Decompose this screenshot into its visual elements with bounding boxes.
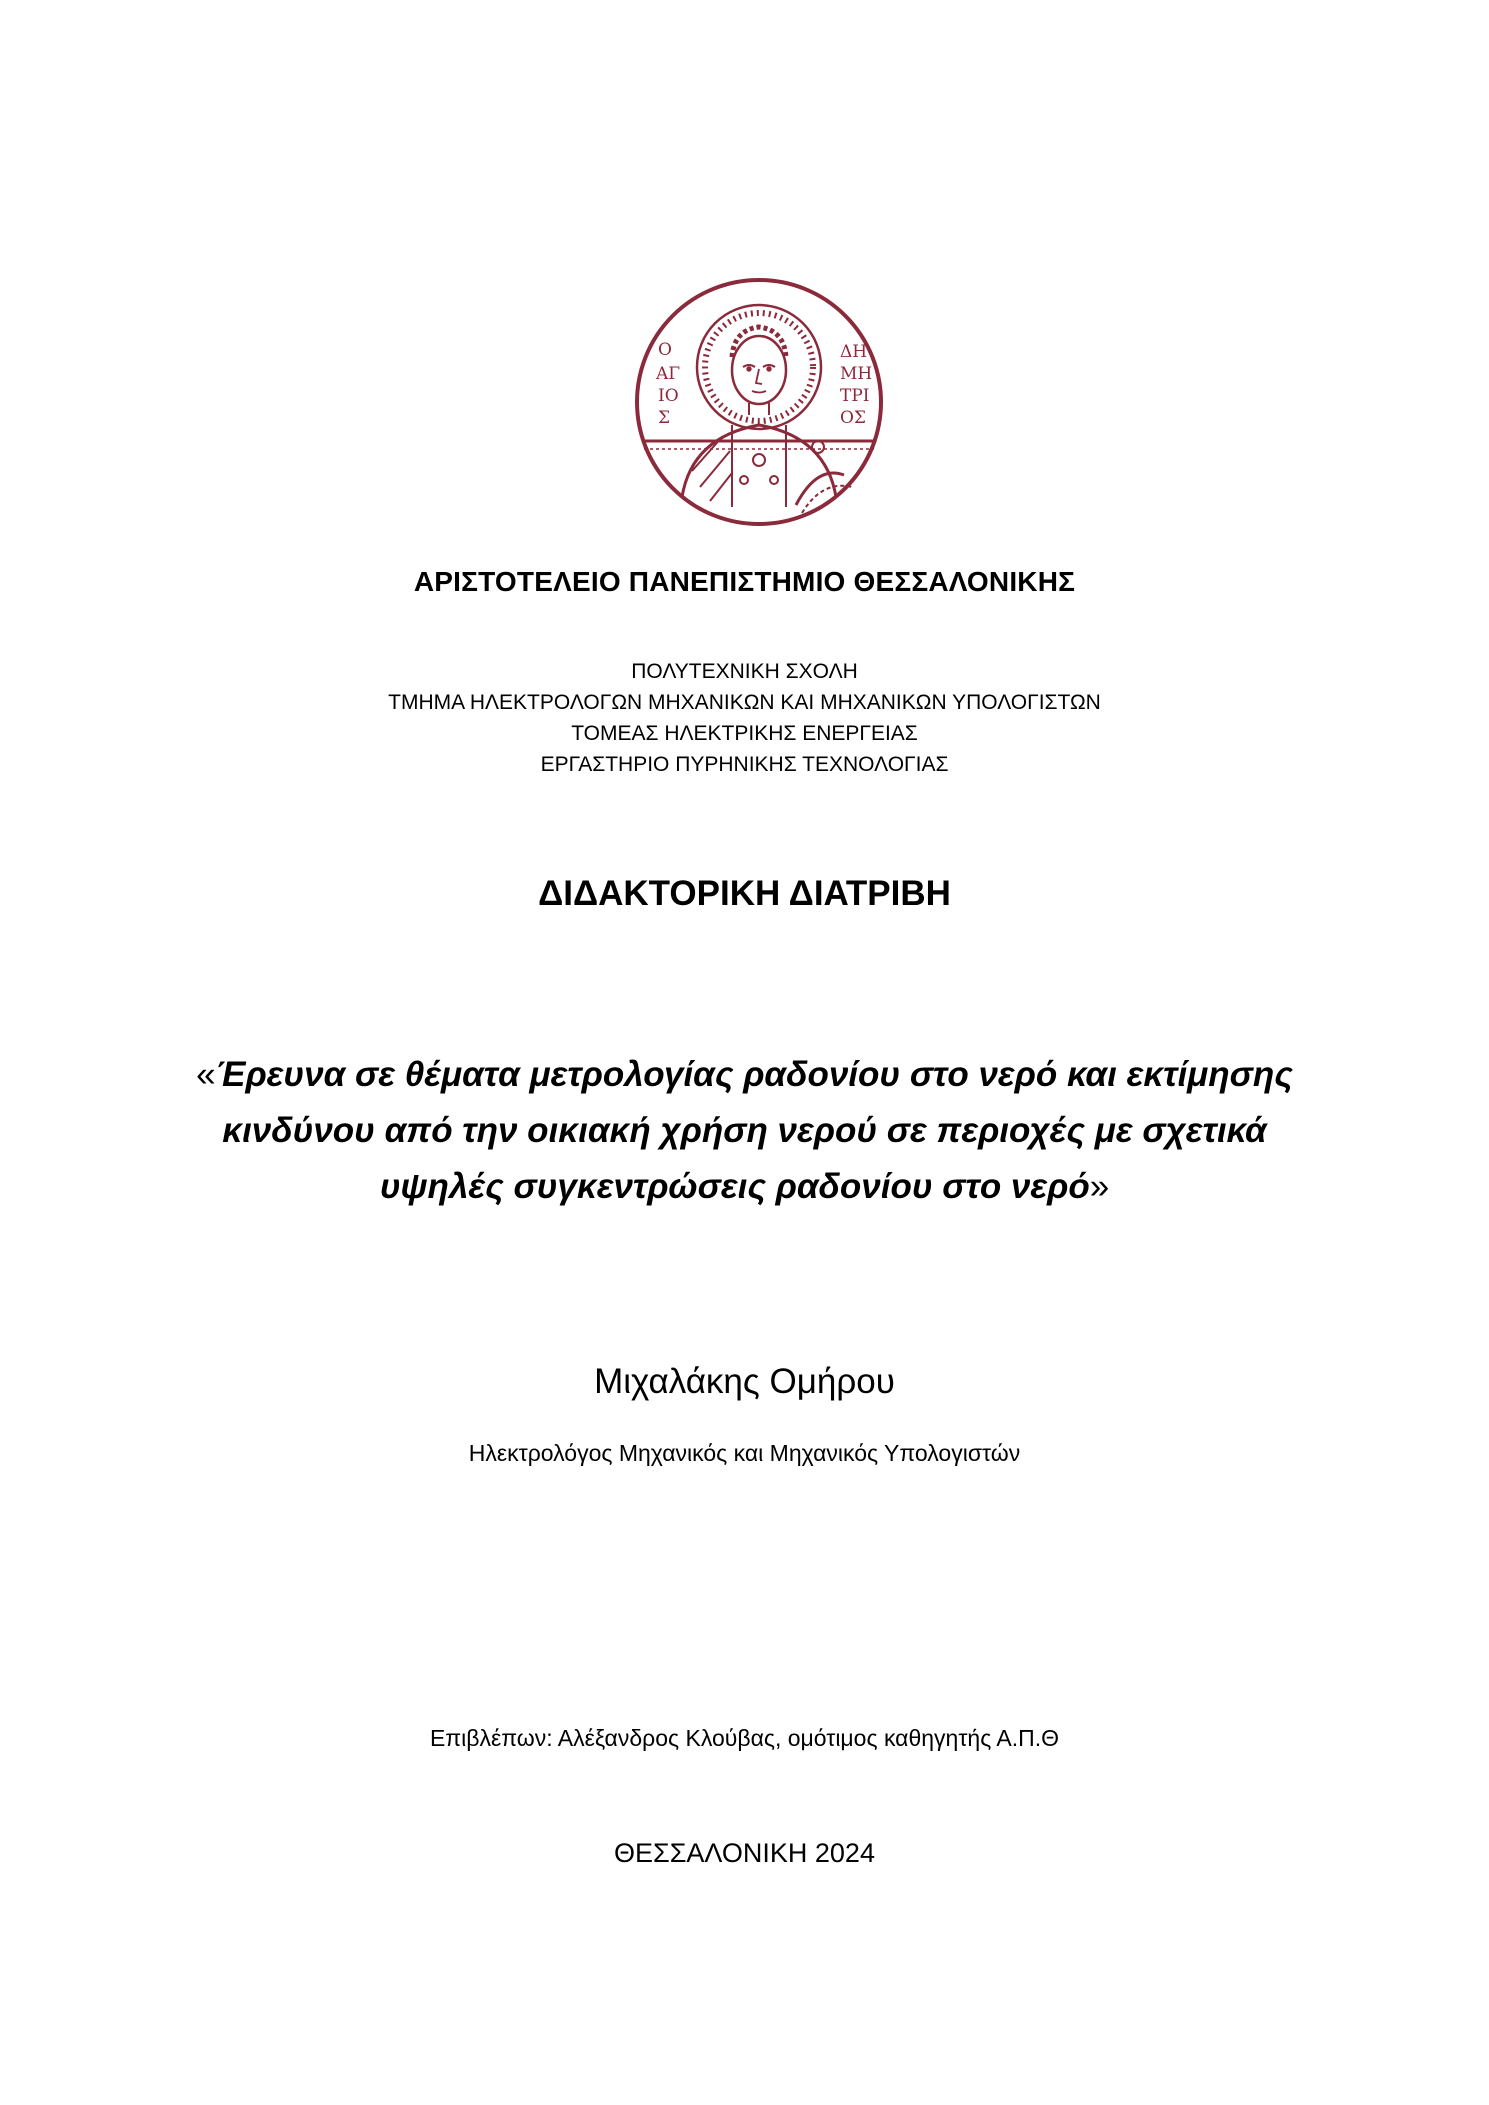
university-name: ΑΡΙΣΤΟΤΕΛΕΙΟ ΠΑΝΕΠΙΣΤΗΜΙΟ ΘΕΣΣΑΛΟΝΙΚΗΣ [413, 566, 1076, 597]
title-line-1: Έρευνα σε θέματα μετρολογίας ραδονίου στο νερό και εκτίμησης [215, 1055, 1293, 1094]
svg-text:ΟΣ: ΟΣ [840, 408, 866, 428]
sector-name: ΤΟΜΕΑΣ ΗΛΕΚΤΡΙΚΗΣ ΕΝΕΡΓΕΙΑΣ [571, 722, 918, 745]
department-block [0, 656, 1489, 780]
close-quote: » [1089, 1167, 1110, 1206]
school-name: ΠΟΛΥΤΕΧΝΙΚΗ ΣΧΟΛΗ [631, 660, 858, 683]
author-name: Μιχαλάκης Ομήρου [594, 1362, 895, 1401]
title-line-3: υψηλές συγκεντρώσεις ραδονίου στο νερό [379, 1167, 1090, 1206]
thesis-type: ΔΙΔΑΚΤΟΡΙΚΗ ΔΙΑΤΡΙΒΗ [538, 874, 951, 913]
open-quote: « [196, 1055, 216, 1094]
university-seal-logo [582, 275, 936, 529]
svg-text:ΤΡΙ: ΤΡΙ [840, 386, 870, 406]
laboratory-name: ΕΡΓΑΣΤΗΡΙΟ ΠΥΡΗΝΙΚΗΣ ΤΕΧΝΟΛΟΓΙΑΣ [540, 753, 949, 776]
svg-text:ΜΗ: ΜΗ [840, 364, 873, 384]
svg-text:ΔΗ: ΔΗ [840, 342, 868, 362]
place-and-year: ΘΕΣΣΑΛΟΝΙΚΗ 2024 [614, 1838, 875, 1868]
department-name: ΤΜΗΜΑ ΗΛΕΚΤΡΟΛΟΓΩΝ ΜΗΧΑΝΙΚΩΝ ΚΑΙ ΜΗΧΑΝΙΚΩΝ ΥΠΟΛΟΓΙΣΤΩΝ [388, 691, 1101, 714]
author-profession: Ηλεκτρολόγος Μηχανικός και Μηχανικός Υπολογιστών [468, 1440, 1021, 1466]
title-line-2: κινδύνου από την οικιακή χρήση νερού σε περιοχές με σχετικά [222, 1111, 1267, 1150]
svg-text:ΙΟ: ΙΟ [658, 386, 679, 406]
thesis-title-line [0, 1047, 1489, 1103]
thesis-title-line [0, 1159, 1489, 1215]
svg-text:Ο: Ο [658, 340, 672, 360]
thesis-title [0, 1047, 1489, 1215]
thesis-title-line [0, 1103, 1489, 1159]
svg-text:ΑΓ: ΑΓ [656, 364, 681, 384]
supervisor-line: Επιβλέπων: Αλέξανδρος Κλούβας, ομότιμος καθηγητής Α.Π.Θ [429, 1725, 1060, 1751]
svg-text:Σ: Σ [658, 408, 671, 428]
